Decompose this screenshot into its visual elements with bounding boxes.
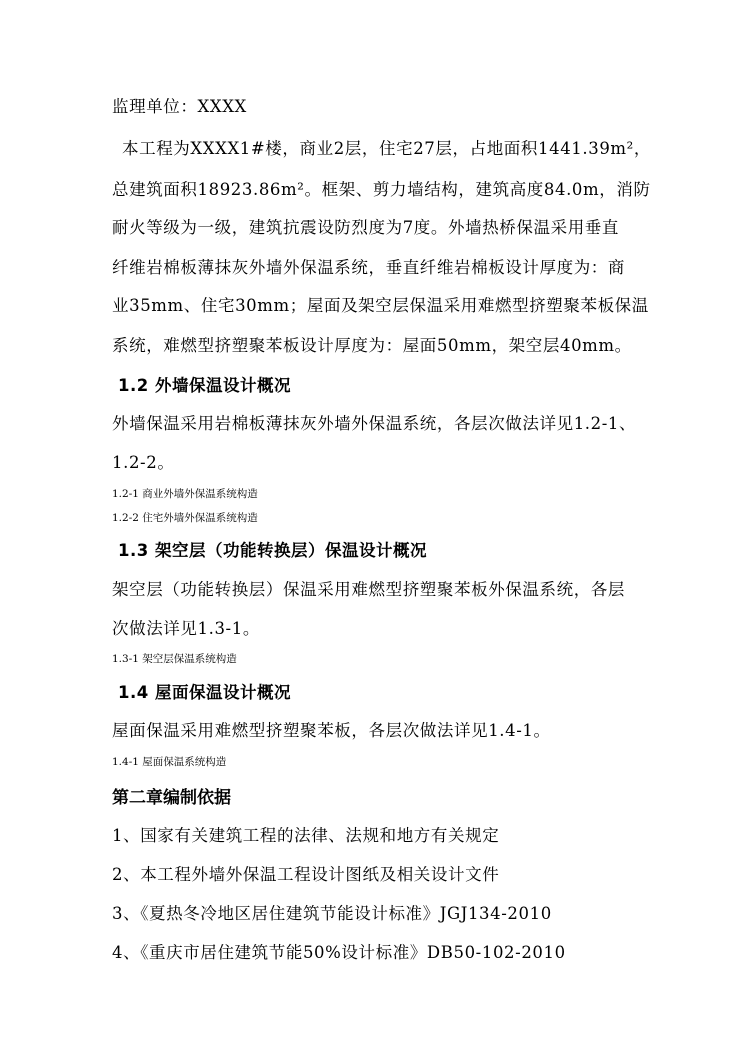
section-1-4-line-1: 屋面保温采用难燃型挤塑聚苯板，各层次做法详见1.4-1。 [112, 721, 551, 740]
basis-item-1: 1、国家有关建筑工程的法律、法规和地方有关规定 [112, 826, 500, 845]
caption-1-2-2: 1.2-2 住宅外墙外保温系统构造 [112, 512, 258, 524]
section-1-2-heading: 1.2 外墙保温设计概况 [118, 376, 291, 395]
section-1-3-line-1: 架空层（功能转换层）保温采用难燃型挤塑聚苯板外保温系统，各层 [112, 580, 625, 599]
supervision-unit: 监理单位：XXXX [112, 97, 247, 116]
overview-line-2: 总建筑面积18923.86m²。框架、剪力墙结构，建筑高度84.0m，消防 [112, 180, 651, 199]
section-1-2-line-2: 1.2-2。 [112, 453, 175, 472]
section-1-4-heading: 1.4 屋面保温设计概况 [118, 683, 291, 702]
caption-1-4-1: 1.4-1 屋面保温系统构造 [112, 756, 227, 768]
section-1-2-line-1: 外墙保温采用岩棉板薄抹灰外墙外保温系统，各层次做法详见1.2-1、 [112, 414, 637, 433]
overview-line-5: 业35mm、住宅30mm；屋面及架空层保温采用难燃型挤塑聚苯板保温 [112, 296, 649, 315]
section-1-3-line-2: 次做法详见1.3-1。 [112, 619, 260, 638]
caption-1-3-1: 1.3-1 架空层保温系统构造 [112, 653, 237, 665]
section-1-3-heading: 1.3 架空层（功能转换层）保温设计概况 [118, 541, 427, 560]
caption-1-2-1: 1.2-1 商业外墙外保温系统构造 [112, 488, 258, 500]
basis-item-3: 3、《夏热冬冷地区居住建筑节能设计标准》JGJ134-2010 [112, 904, 552, 923]
overview-line-4: 纤维岩棉板薄抹灰外墙外保温系统，垂直纤维岩棉板设计厚度为：商 [112, 258, 625, 277]
chapter-2-title: 第二章编制依据 [112, 788, 231, 808]
overview-line-3: 耐火等级为一级，建筑抗震设防烈度为7度。外墙热桥保温采用垂直 [112, 218, 619, 237]
basis-item-4: 4、《重庆市居住建筑节能50%设计标准》DB50-102-2010 [112, 943, 566, 962]
overview-line-1: 本工程为XXXX1#楼，商业2层，住宅27层，占地面积1441.39m²， [122, 139, 651, 158]
basis-item-2: 2、本工程外墙外保温工程设计图纸及相关设计文件 [112, 865, 500, 884]
overview-line-6: 系统，难燃型挤塑聚苯板设计厚度为：屋面50mm，架空层40mm。 [112, 336, 632, 355]
